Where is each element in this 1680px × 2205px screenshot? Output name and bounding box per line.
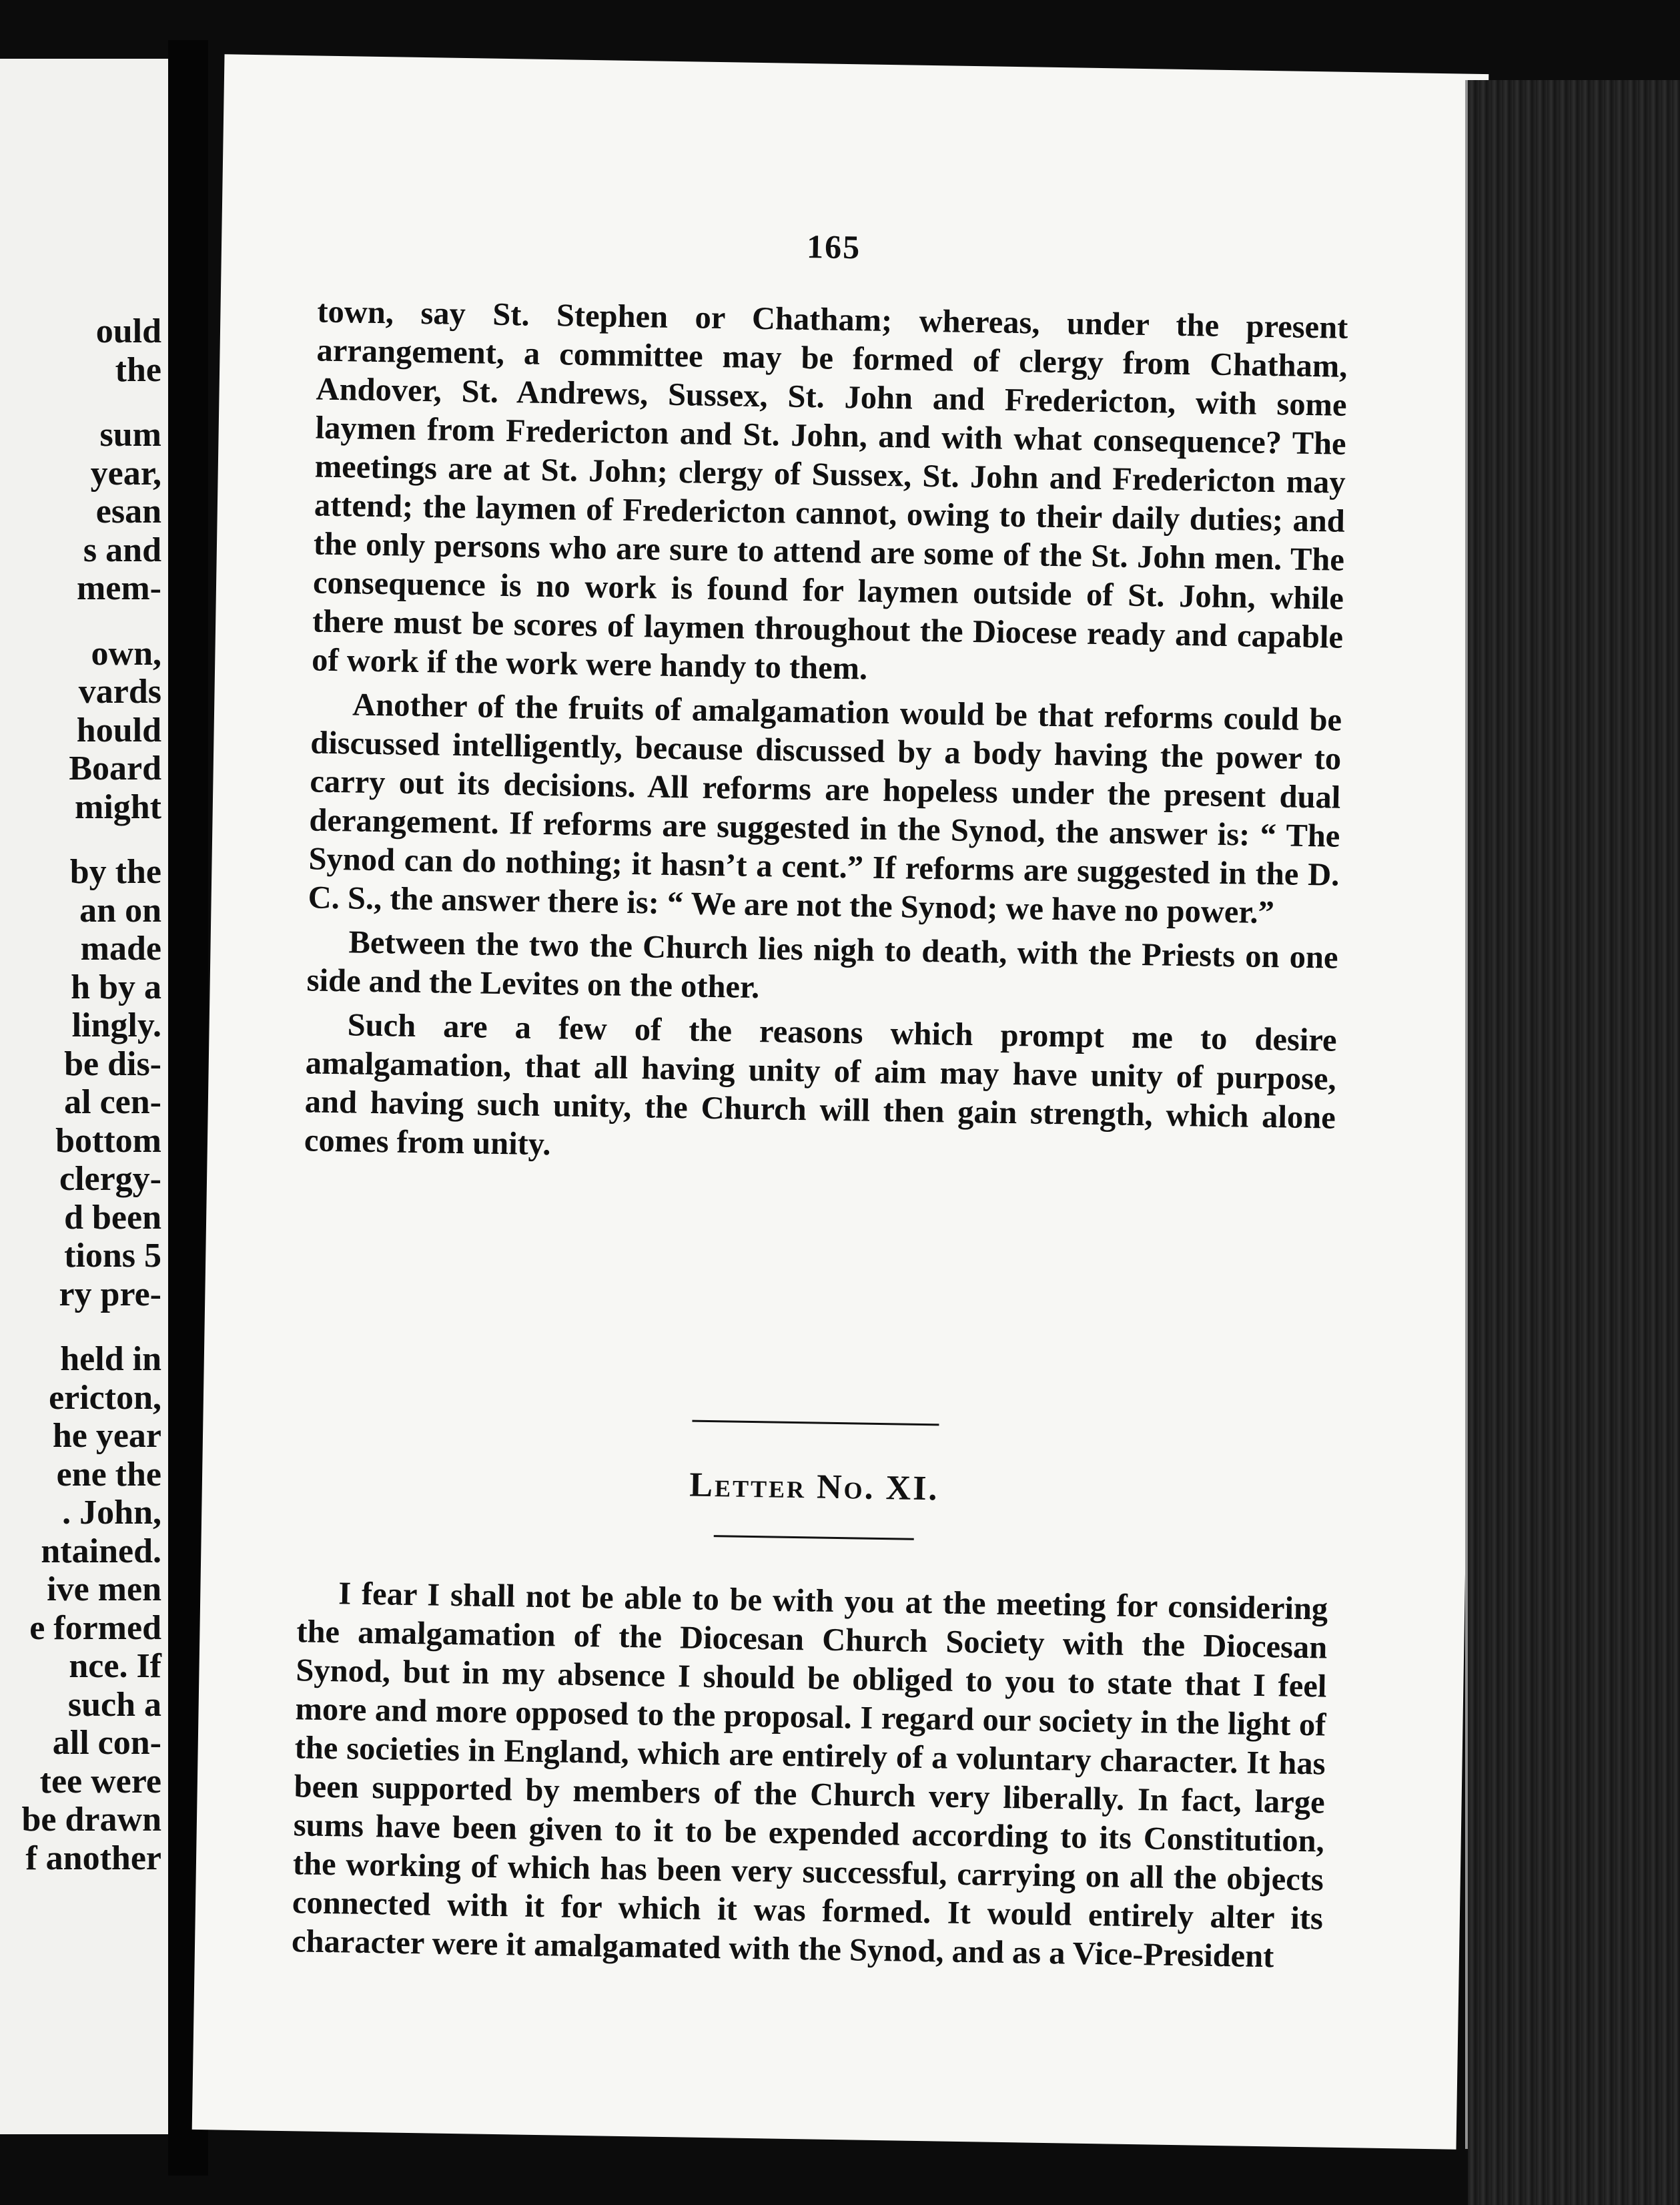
left-page-line: bottom: [55, 1121, 161, 1160]
left-page-line: ould: [95, 312, 161, 350]
left-page-line: [1, 608, 161, 635]
left-page-line: [1, 826, 161, 853]
left-page-line: an on: [79, 891, 161, 930]
left-page-line: ive men: [47, 1570, 161, 1608]
left-page-line: d been: [64, 1198, 161, 1237]
letter-heading: Letter No. XI.: [689, 1466, 939, 1508]
left-page-line: vards: [78, 673, 161, 711]
left-page-line: ry pre-: [59, 1275, 161, 1313]
main-page: [192, 54, 1489, 2149]
left-page-line: own,: [91, 634, 161, 673]
left-page-line: lingly.: [71, 1006, 161, 1044]
left-page-line: ntained.: [41, 1532, 161, 1570]
left-page-line: nce. If: [69, 1647, 161, 1685]
left-page-line: tee were: [39, 1762, 161, 1801]
left-page-line: esan: [95, 493, 161, 531]
left-page-line: al cen-: [64, 1083, 161, 1121]
left-page-line: h by a: [71, 968, 161, 1006]
page-content: [291, 220, 1350, 1975]
left-page-line: the: [115, 350, 161, 389]
left-page-line: s and: [83, 531, 161, 569]
body-text: [304, 293, 1348, 1177]
left-page-line: he year: [52, 1417, 161, 1455]
left-page-line: sum: [99, 416, 161, 454]
book-page-edges: [1468, 80, 1680, 2205]
section-rule-bottom: [713, 1535, 913, 1540]
left-page-line: be dis-: [64, 1044, 161, 1083]
left-page-line: might: [75, 788, 161, 826]
left-page-line: ericton,: [49, 1378, 161, 1417]
section-rule-top: [692, 1420, 939, 1426]
left-page-line: mem-: [76, 569, 161, 607]
left-page-line: [1, 1313, 161, 1340]
page-number: 165: [806, 228, 861, 266]
left-page-line: year,: [90, 454, 161, 493]
left-page-line: made: [80, 930, 161, 968]
left-page-text: [1, 312, 161, 1877]
left-facing-page: [0, 59, 168, 2134]
paragraph-reasons: Such are a few of the reasons which prompt me to desire amalgamation, that all having unity of aim may have unity of purpose, and having such unity, the Church will then gain strength, which alone comes from unity.: [304, 1007, 1337, 1163]
left-page-line: ene the: [56, 1455, 161, 1494]
left-page-line: clergy-: [59, 1160, 161, 1198]
left-page-line: Board: [69, 749, 161, 788]
left-page-line: [1, 389, 161, 416]
left-page-line: be drawn: [21, 1801, 161, 1839]
letter-paragraph: I fear I shall not be able to be with you at the meeting for considering the amalgamation of the Diocesan Church Society with the Diocesan Synod, but in my absence I should be obliged to you to state that I feel more and more opposed to the proposal. I regard our society in the light of the societies in England, which are entirely of a voluntary character. It has been supported by members of the Church very liberally. In fact, large sums have been given to it to be expended according to its Constitution, the working of which has been very successful, carrying on all the objects connected with it for which it was formed. It would entirely alter its character were it amalgamated with the Synod, and as a Vice-President: [291, 1576, 1328, 1975]
paragraph-reforms: Another of the fruits of amalgamation would be that reforms could be discussed intelligently, because discussed by a body having the power to carry out its decisions. All reforms are hopeless under the present dual derangement. If reforms are suggested in the Synod, the answer is: “ The Synod can do nothing; it hasn’t a cent.” If reforms are suggested in the D. C. S., the answer there is: “ We are not the Synod; we have no power.”: [308, 687, 1342, 931]
letter-text: [292, 1574, 1328, 1977]
left-page-line: hould: [76, 711, 161, 749]
left-page-line: e formed: [29, 1608, 161, 1647]
left-page-line: . John,: [62, 1494, 161, 1532]
left-page-line: f another: [25, 1839, 161, 1877]
paragraph-continuation: town, say St. Stephen or Chatham; whereas, under the present arrangement, a committee may be formed of clergy from Chatham, Andover, St. Andrews, Sussex, St. John and Fredericton, with some laymen from Fredericton and St. John, and with what consequence? The meetings are at St. John; clergy of Sussex, St. John and Fredericton may attend; the laymen of Fredericton cannot, owing to their daily duties; and the only persons who are sure to attend are some of the St. John men. The consequence is no work is found for laymen outside of St. John, while there must be scores of laymen throughout the Diocese ready and capable of work if the work were handy to them.: [311, 294, 1348, 687]
paragraph-church-death: Between the two the Church lies nigh to death, with the Priests on one side and the Levites on the other.: [306, 924, 1338, 1006]
left-page-line: by the: [69, 853, 161, 891]
left-page-line: tions 5: [64, 1237, 161, 1275]
left-page-line: all con-: [52, 1724, 161, 1762]
left-page-line: such a: [67, 1685, 161, 1724]
left-page-line: held in: [60, 1340, 161, 1378]
